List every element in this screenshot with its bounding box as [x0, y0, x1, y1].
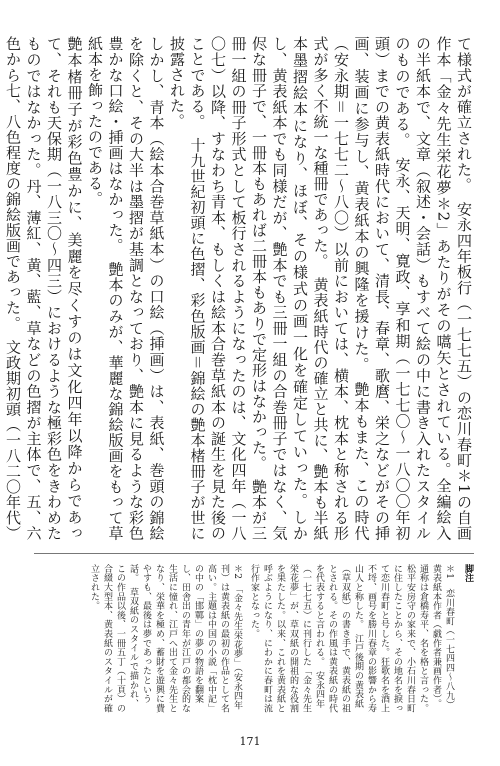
footnotes	[83, 564, 474, 718]
footnotes-heading: 脚注	[463, 564, 473, 583]
main-body-text	[0, 36, 474, 541]
footnote-item: ＊1 恋川春町（一七四四〜八九）黄表紙本作者（戯作者兼画作者）。通称は倉橋寿平、名を格と言った。 松平安房守の家来で、小石川春日町に住したことから、その地名を捩って恋川春町と号した。狂歌名を酒上不埒、画号を勝川春章の影響から寿山人と称した。 江戸後期の黄表紙（草双紙）の書き手で、黄表紙の祖とされる。その作風は黄表紙の時代を代表すると言われる。 安永四年（一七七五）に刊行した「金々先生栄花夢」が、草双紙の開祖的な役割を果たした。以来、これを黄表紙と呼ぶようになり、にわかに春町は流行作家となった。	[249, 564, 454, 718]
footnote-divider	[34, 553, 474, 554]
body-paragraph: しかし、青本（絵本合巻草紙本）の口絵（挿画）は、表紙、巻頭の錦絵を除くと、その大半は墨摺が基調となっており、艶本に見るような彩色豊かな口絵・挿画はなかった。 艶本のみが、華麗な錦絵版画をもって草紙本を飾ったのである。	[86, 36, 166, 541]
footnote-item: ＊2 「金々先生栄花夢」（安永四年刊）は黄表紙の最初の作品として名高い。主題は中国の小説「枕中記」の中の「邯鄲」の夢の物語を翻案し、田舎出の青年が江戸の都会的な生活に憧れ、江戸へ出て金々先生となり、栄華を極め、蓄財を遊興に費やすも、最後は夢であったという話。 草双紙のスタイルで描かれ、この作品以後、一冊五丁（十頁）の合綴大型本、黄表紙のスタイルが確立された。	[89, 564, 242, 713]
page-number: 171	[239, 735, 261, 748]
body-paragraph: て様式が確立された。 安永四年板行（一七七五）の恋川春町＊1の自画作本「金々先生栄花夢＊2」あたりがその嚆矢とされている。全編絵入の半紙本で、文章（叙述・会話）もすべて絵の中に書き入れたスタイルのものである。 安永、天明、寛政、享和期（一七七〇〜一八〇〇年初頭）までの黄表紙時代において、清長、春章、歌麿、栄之などがその挿画、装画に参与し、黄表紙本の興隆を援けた。 艶本もまた、この時代（安永期＝一七七二〜八〇）以前においては、横本、枕本と称される形式が多く不統一な種冊であった。 黄表紙時代の確立と共に、艶本も半紙本墨摺絵本になり、ほぼ、その様式の画一化を確定していった。しかし、黄表紙本でも同様だが、艶本でも三冊一組の合巻冊子ではなく、気侭な冊子で、一冊本もあれば二冊本もありで定形はなかった。 艶本が三冊一組の冊子形式として板行されるようになったのは、文化四年（一八〇七）以降、すなわち青本、もしくは絵本合巻草紙本の誕生を見た後のことである。 十九世紀初頭に色摺、彩色版画＝錦絵の艶本楮冊子が世に披露された。	[168, 36, 473, 541]
body-paragraph: 艶本楮冊子が彩色豊かに、美麗を尽くすのは文化四年以降からであって、それも天保期（一八三〇〜四三）におけるような極彩色をきわめたものではなかった。丹、薄紅、黄、藍、草などの色摺が主体で、五、六色から七、八色程度の錦絵版画であった。 文政期初頭（一八二〇年代）	[4, 36, 84, 541]
